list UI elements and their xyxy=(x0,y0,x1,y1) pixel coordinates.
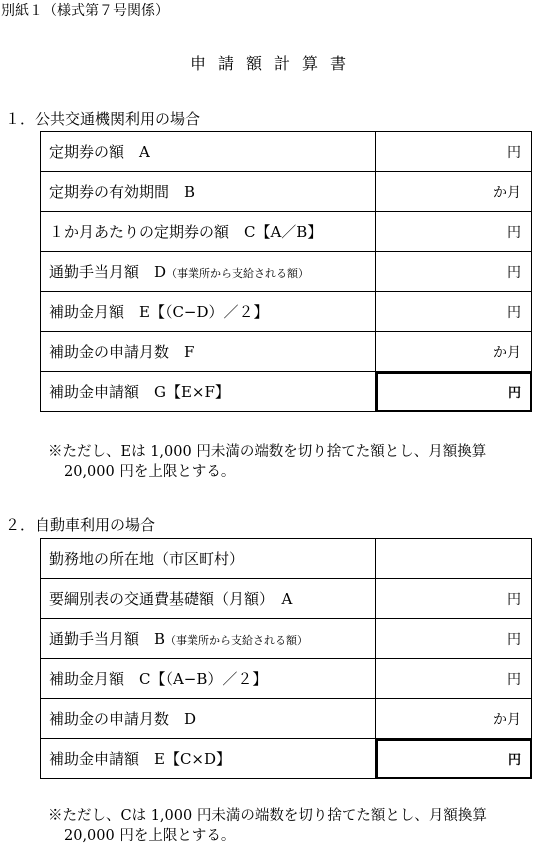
value-field[interactable] xyxy=(376,172,532,212)
form-row xyxy=(41,699,532,739)
form-row xyxy=(41,132,532,172)
value-field[interactable] xyxy=(376,292,532,332)
row-label: 補助金の申請月数 F xyxy=(49,343,195,361)
unit-label: 円 xyxy=(507,264,521,281)
total-amount-field[interactable] xyxy=(376,372,532,412)
row-label-cell xyxy=(41,252,376,292)
unit-label: か月 xyxy=(493,711,521,728)
row-label-cell xyxy=(41,372,376,412)
form-row xyxy=(41,212,532,252)
row-label-cell xyxy=(41,332,376,372)
row-label-cell xyxy=(41,659,376,699)
row-label: 定期券の有効期間 B xyxy=(49,183,196,201)
form-row xyxy=(41,739,532,779)
form-row xyxy=(41,172,532,212)
section2-heading: ２．自動車利用の場合 xyxy=(5,516,156,534)
row-label: 補助金申請額 E【C×D】 xyxy=(49,750,232,768)
form-row xyxy=(41,619,532,659)
unit-label: 円 xyxy=(507,386,521,401)
row-label-cell xyxy=(41,539,376,579)
row-label-cell xyxy=(41,579,376,619)
form-row xyxy=(41,579,532,619)
form-row xyxy=(41,372,532,412)
row-label: 補助金の申請月数 D xyxy=(49,710,197,728)
unit-label: か月 xyxy=(493,184,521,201)
row-label-cell xyxy=(41,172,376,212)
document-title: 申請額計算書 xyxy=(189,54,358,73)
row-label: 要綱別表の交通費基礎額（月額） A xyxy=(49,590,293,608)
row-label-cell xyxy=(41,619,376,659)
row-label-note: （事業所から支給される額） xyxy=(165,634,309,647)
form-row xyxy=(41,292,532,332)
form-reference-note: 別紙１（様式第７号関係） xyxy=(1,3,169,19)
value-field[interactable] xyxy=(376,579,532,619)
form-row xyxy=(41,659,532,699)
section1-note-line2: 20,000 円を上限とする。 xyxy=(64,464,236,480)
row-label: 通勤手当月額 B xyxy=(49,630,166,648)
unit-label: 円 xyxy=(507,671,521,688)
row-label-cell xyxy=(41,699,376,739)
row-label-note: （事業所から支給される額） xyxy=(166,267,310,280)
value-field[interactable] xyxy=(376,539,532,579)
value-field[interactable] xyxy=(376,132,532,172)
value-field[interactable] xyxy=(376,252,532,292)
section1-heading: １．公共交通機関利用の場合 xyxy=(5,110,201,128)
row-label-cell xyxy=(41,292,376,332)
car-usage-table xyxy=(40,538,532,779)
public-transport-table xyxy=(40,131,532,412)
total-amount-field[interactable] xyxy=(376,739,532,779)
row-label-cell xyxy=(41,212,376,252)
row-label: １か月あたりの定期券の額 C【A／B】 xyxy=(49,223,323,241)
form-row xyxy=(41,539,532,579)
unit-label: 円 xyxy=(507,753,521,768)
unit-label: 円 xyxy=(507,224,521,241)
row-label: 補助金月額 E【（C−D）／２】 xyxy=(49,303,269,321)
section1-note-line1: ※ただし、Eは 1,000 円未満の端数を切り捨てた額とし、月額換算 xyxy=(48,444,487,460)
form-row xyxy=(41,252,532,292)
value-field[interactable] xyxy=(376,659,532,699)
value-field[interactable] xyxy=(376,699,532,739)
section2-note-line2: 20,000 円を上限とする。 xyxy=(64,828,236,844)
value-field[interactable] xyxy=(376,332,532,372)
row-label: 補助金月額 C【（A−B）／２】 xyxy=(49,670,268,688)
row-label: 通勤手当月額 D xyxy=(49,263,167,281)
section2-note xyxy=(48,806,548,846)
section1-note xyxy=(48,442,548,482)
unit-label: 円 xyxy=(507,144,521,161)
value-field[interactable] xyxy=(376,212,532,252)
value-field[interactable] xyxy=(376,619,532,659)
row-label-cell xyxy=(41,739,376,779)
row-label: 勤務地の所在地（市区町村） xyxy=(49,550,245,568)
section2-note-line1: ※ただし、Cは 1,000 円未満の端数を切り捨てた額とし、月額換算 xyxy=(48,808,487,824)
unit-label: 円 xyxy=(507,631,521,648)
unit-label: か月 xyxy=(493,344,521,361)
row-label: 定期券の額 A xyxy=(49,143,150,161)
row-label: 補助金申請額 G【E×F】 xyxy=(49,383,230,401)
unit-label: 円 xyxy=(507,591,521,608)
form-row xyxy=(41,332,532,372)
unit-label: 円 xyxy=(507,304,521,321)
row-label-cell xyxy=(41,132,376,172)
